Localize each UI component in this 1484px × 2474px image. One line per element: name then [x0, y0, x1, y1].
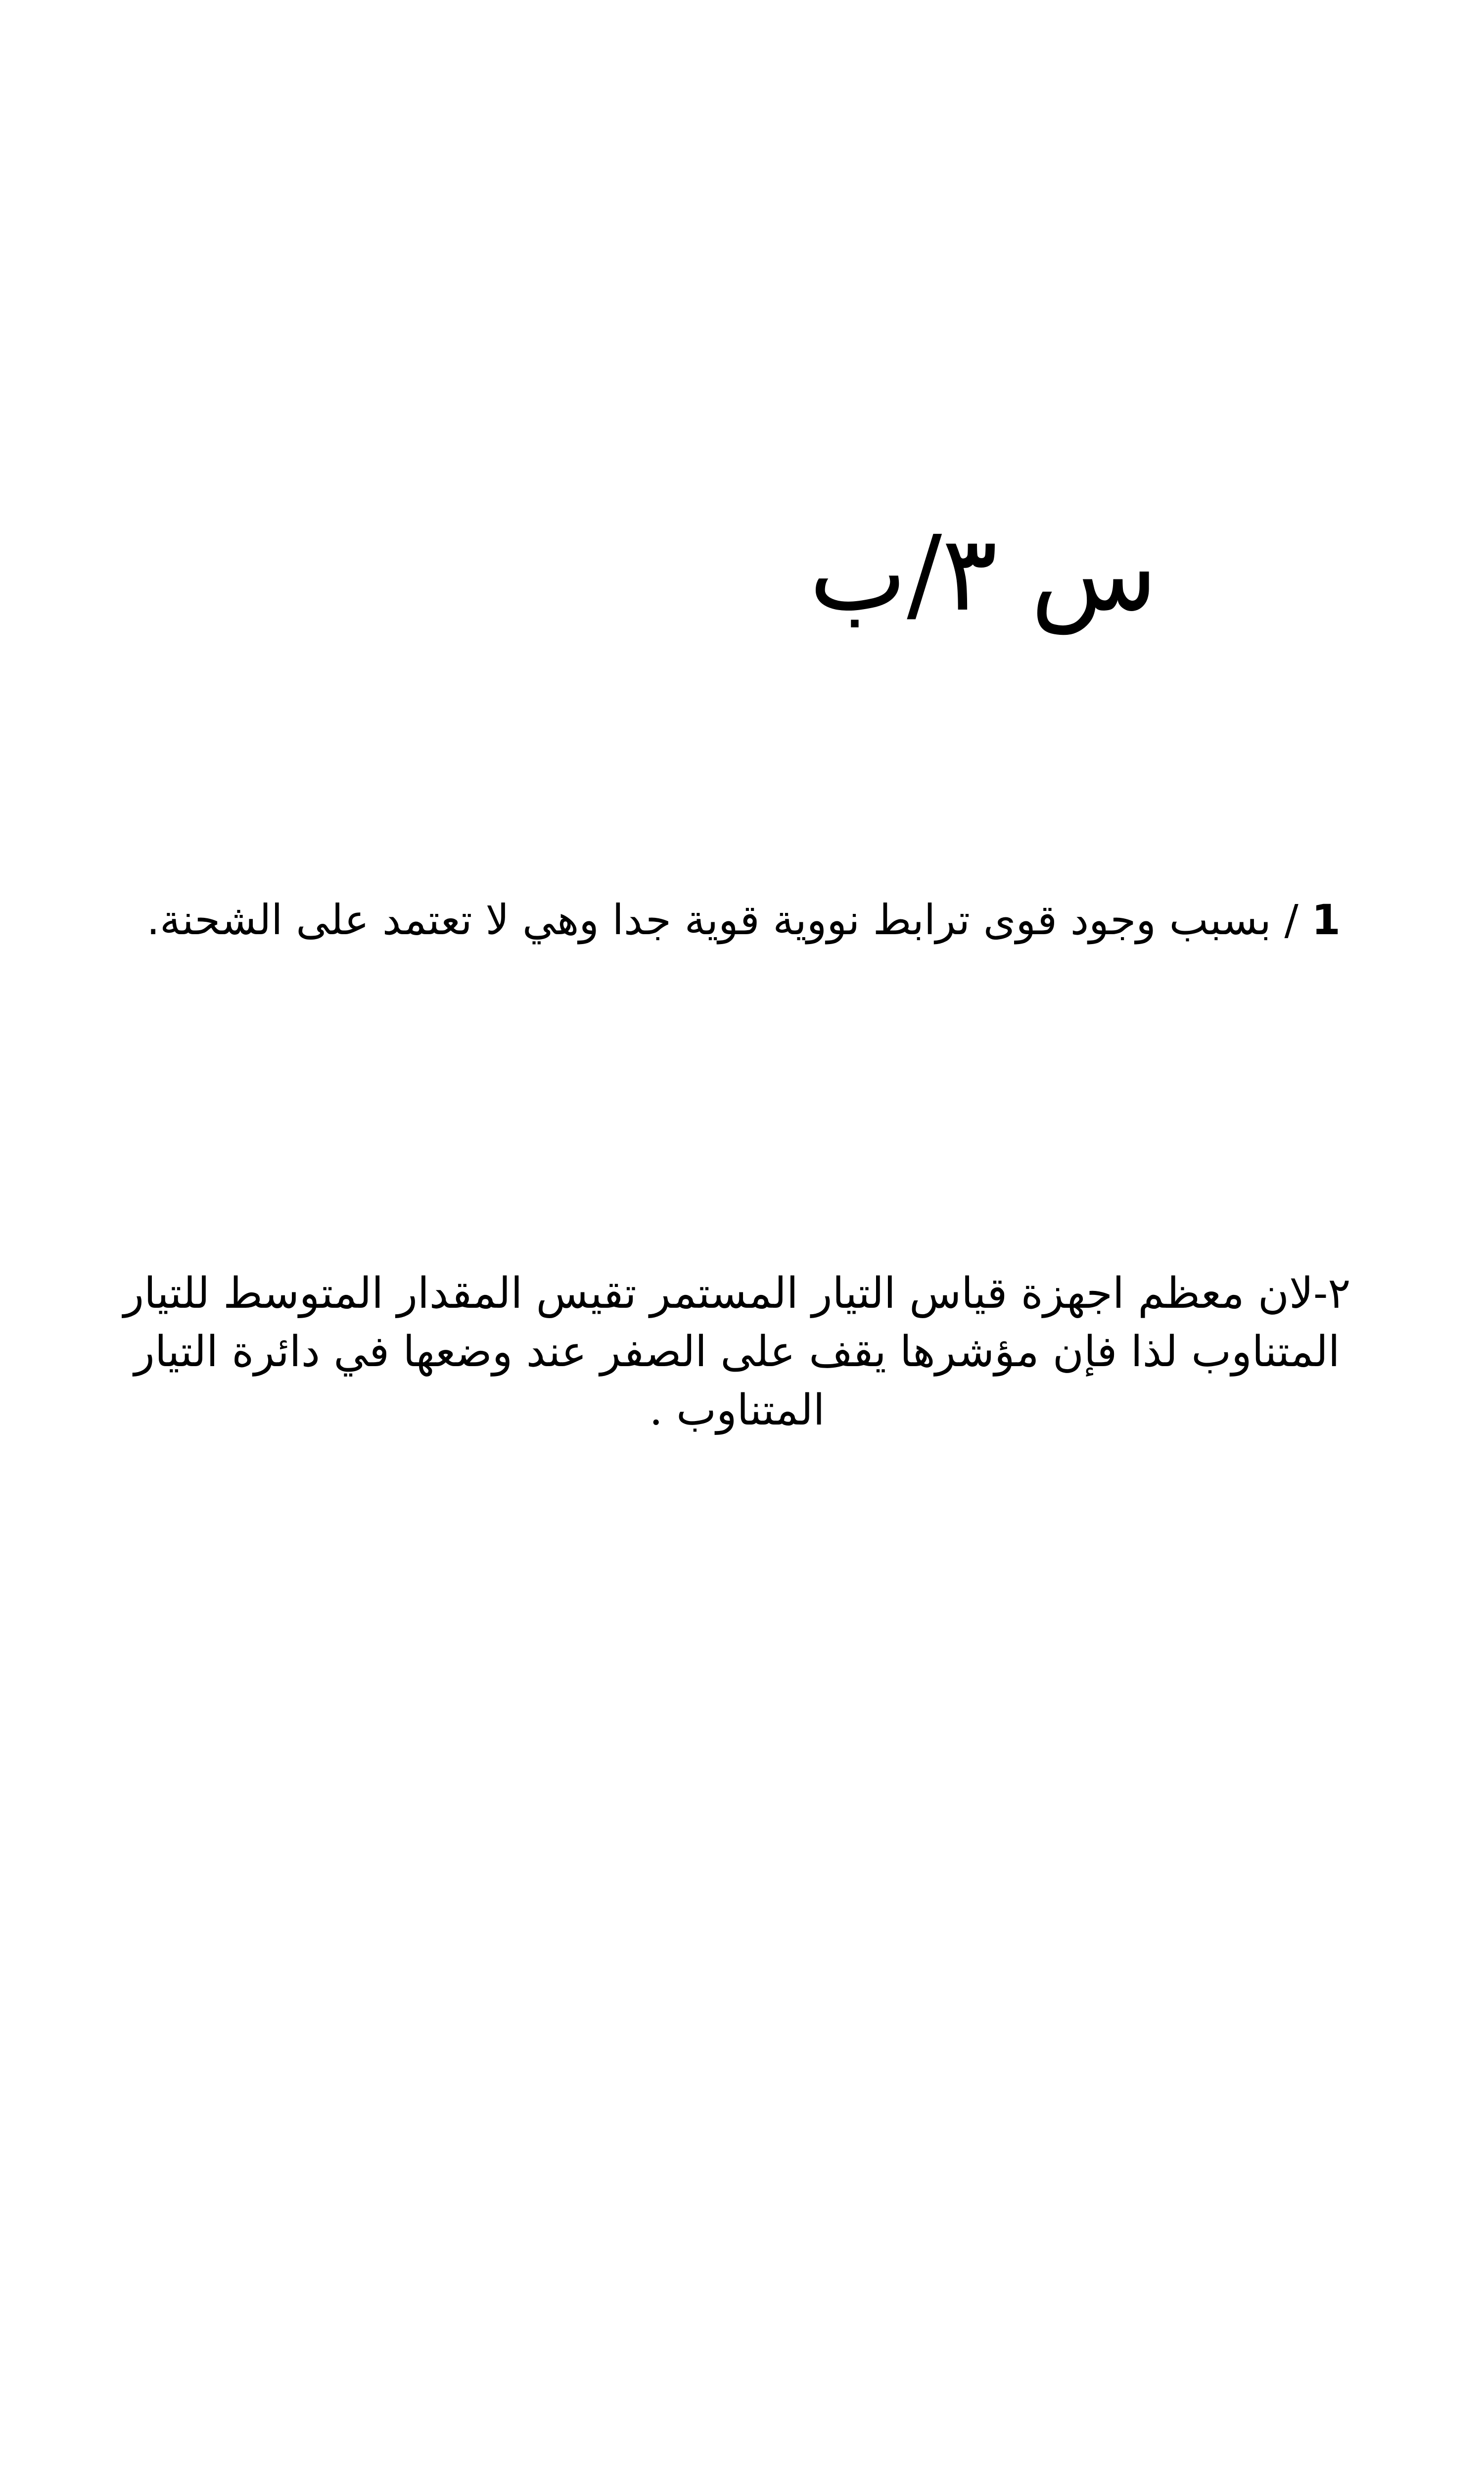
answer-2-text: ٢-لان معظم اجهزة قياس التيار المستمر تقيس المقدار المتوسط للتيار المتناوب لذا فإن مؤشرها يقف على الصفر عند وضعها في دائرة التيار المتناوب .: [123, 1269, 1351, 1435]
question-heading: س ٣/ب: [809, 513, 1158, 634]
answer-2: [94, 1264, 1380, 1439]
answer-1-separator: /: [1284, 896, 1298, 944]
answer-1: [134, 891, 1341, 949]
answer-1-number: 1: [1311, 896, 1341, 944]
answer-1-text: بسبب وجود قوى ترابط نووية قوية جدا وهي لا تعتمد على الشحنة.: [146, 896, 1271, 944]
